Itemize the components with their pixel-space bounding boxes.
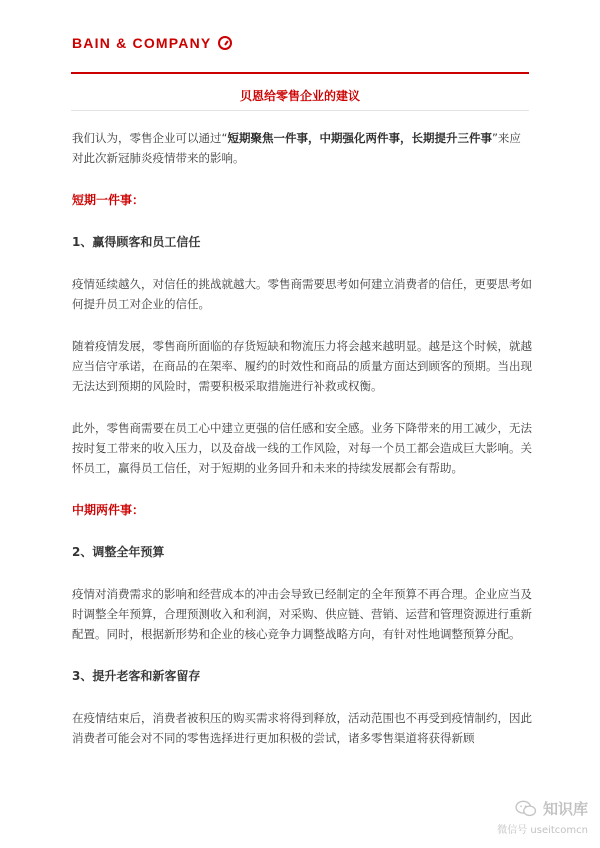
intro-emphasis: 短期聚焦一件事，中期强化两件事，长期提升三件事 [227,131,492,145]
item2-title: 2、调整全年预算 [72,545,165,559]
watermark-id: 微信号 useitcomcn [497,825,588,836]
wechat-watermark [497,798,588,836]
item3-paragraph-1: 在疫情结束后，消费者被积压的购买需求将得到释放，活动范围也不再受到疫情制约，因此消费者可能会对不同的零售选择进行更加积极的尝试，诸多零售渠道将获得新顾 [72,711,532,745]
page-title: 贝恩给零售企业的建议 [239,89,360,103]
item1-paragraph-3: 此外，零售商需要在员工心中建立更强的信任感和安全感。业务下降带来的用工减少，无法按时复工带来的收入压力，以及奋战一线的工作风险，对每一个员工都会造成巨大影响。关怀员工，赢得员工信任，对于短期的业务回升和未来的持续发展都会有帮助。 [72,421,532,475]
item2-paragraph-1: 疫情对消费需求的影响和经营成本的冲击会导致已经制定的全年预算不再合理。企业应当及时调整全年预算，合理预测收入和利润，对采购、供应链、营销、运营和管理资源进行重新配置。同时，根据新形势和企业的核心竞争力调整战略方向，有针对性地调整预算分配。 [72,587,532,641]
item1-title: 1、赢得顾客和员工信任 [72,235,201,249]
brand-logo [72,35,232,51]
header-divider [71,72,529,74]
clock-logo-icon [218,36,232,50]
intro-suffix: ”来应对此次新冠肺炎疫情带来的影响。 [72,131,521,165]
brand-name: BAIN & COMPANY [72,35,212,51]
item1-paragraph-1: 疫情延续越久，对信任的挑战就越大。零售商需要思考如何建立消费者的信任，更要思考如何提升员工对企业的信任。 [72,277,532,311]
article-body [72,128,532,770]
watermark-name: 知识库 [542,800,588,818]
item3-title: 3、提升老客和新客留存 [72,669,201,683]
short-term-heading: 短期一件事： [72,193,145,207]
intro-prefix: 我们认为，零售企业可以通过“ [72,131,228,145]
item1-paragraph-2: 随着疫情发展，零售商所面临的存货短缺和物流压力将会越来越明显。越是这个时候，就越应当信守承诺，在商品的在架率、履约的时效性和商品的质量方面达到顾客的预期。当出现无法达到预期的风险时，需要积极采取措施进行补救或权衡。 [72,339,532,393]
mid-term-heading: 中期两件事： [72,503,145,517]
intro-paragraph [72,128,532,168]
title-divider [71,110,529,111]
wechat-icon [515,800,537,818]
